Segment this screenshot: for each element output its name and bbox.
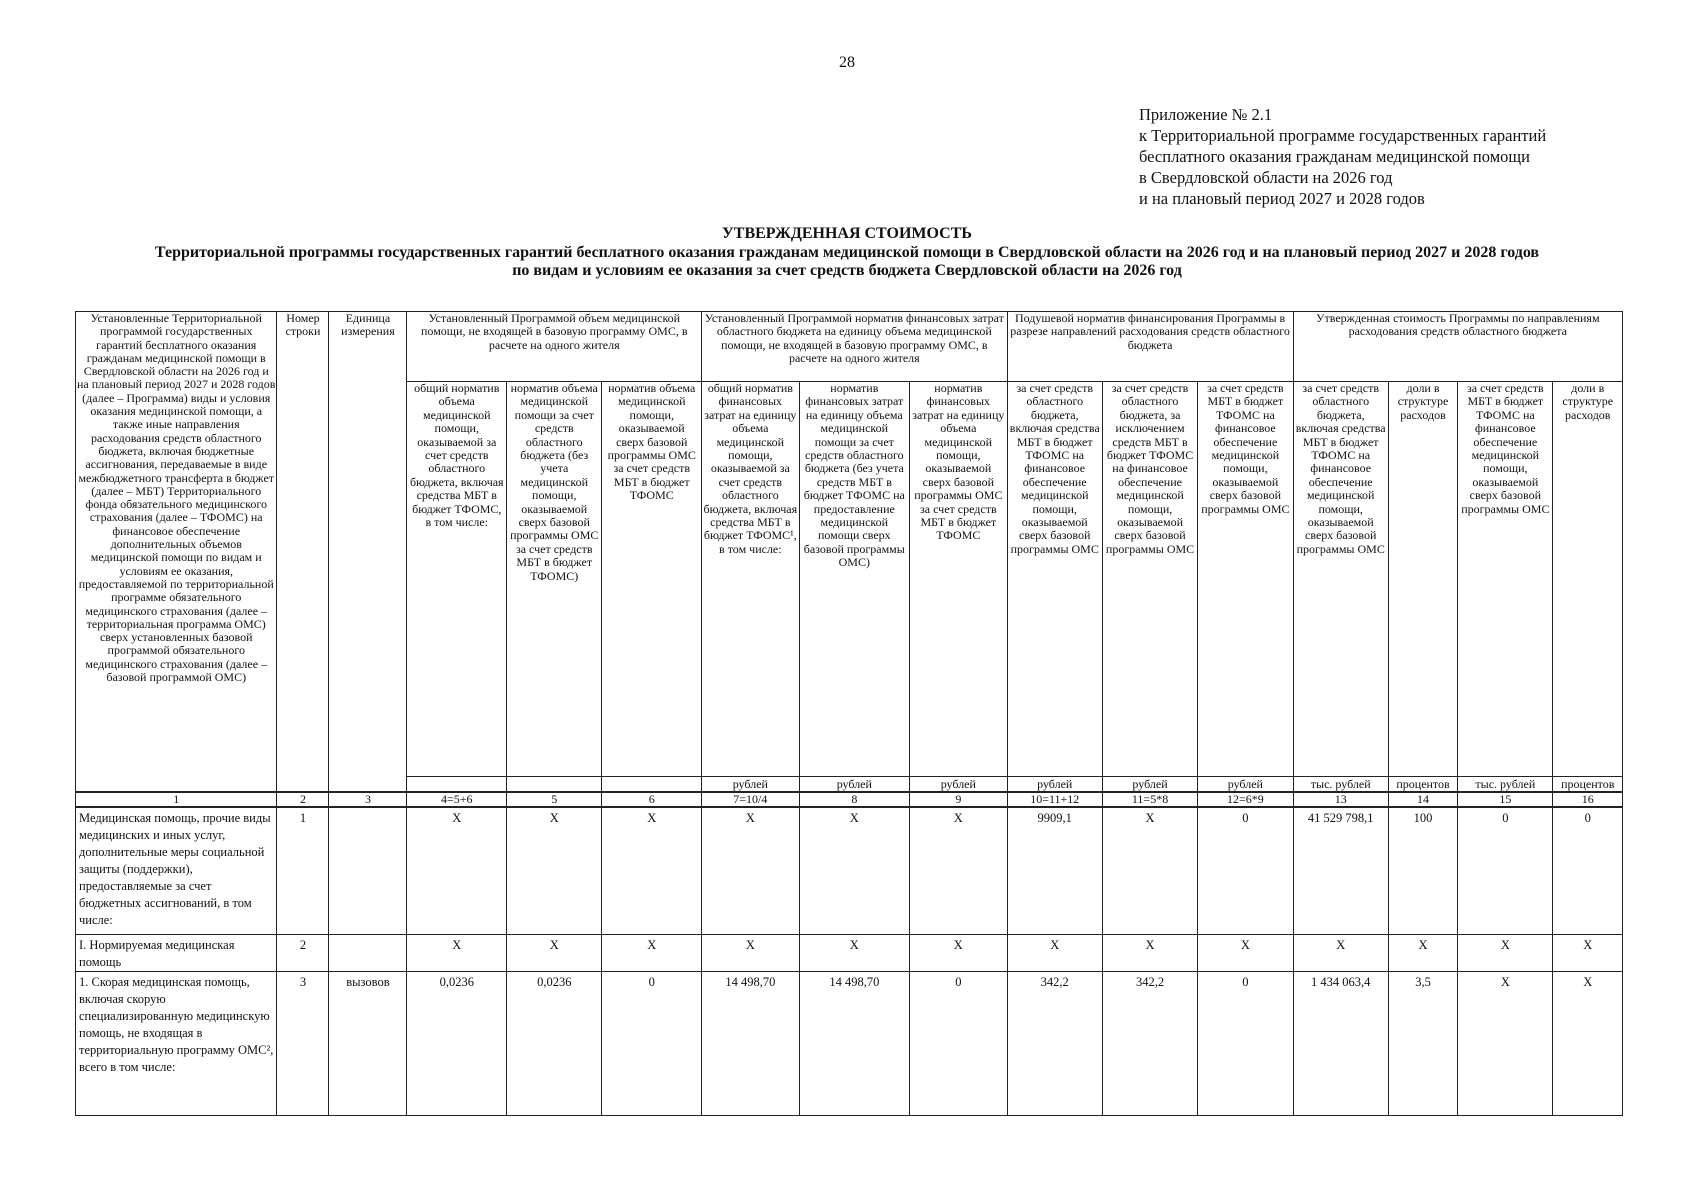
unit-cell: рублей <box>910 777 1008 792</box>
table-row <box>76 972 1623 1116</box>
header-sub-14: доли в структуре расходов <box>1388 382 1457 777</box>
row-cell: 100 <box>1388 807 1457 935</box>
column-number: 11=5*8 <box>1102 792 1197 807</box>
page-number: 28 <box>839 54 855 71</box>
column-number: 4=5+6 <box>407 792 507 807</box>
row-cell: 0 <box>602 972 702 1116</box>
column-number: 3 <box>329 792 407 807</box>
unit-cell: процентов <box>1553 777 1623 792</box>
header-group-per-capita: Подушевой норматив финансирования Программы в разрезе направлений расходования средств областного бюджета <box>1007 312 1293 382</box>
column-number: 8 <box>799 792 909 807</box>
row-cell: 9909,1 <box>1007 807 1102 935</box>
row-cell: 1 <box>277 807 329 935</box>
row-cell: X <box>910 807 1008 935</box>
column-number: 10=11+12 <box>1007 792 1102 807</box>
unit-cell <box>602 777 702 792</box>
header-sub-16: доли в структуре расходов <box>1553 382 1623 777</box>
header-sub-12: за счет средств МБТ в бюджет ТФОМС на финансовое обеспечение медицинской помощи, оказываемой сверх базовой программы ОМС <box>1198 382 1293 777</box>
row-cell: X <box>507 807 602 935</box>
table-row <box>76 935 1623 972</box>
row-cell: X <box>407 807 507 935</box>
column-number: 9 <box>910 792 1008 807</box>
header-col1: Установленные Территориальной программой государственных гарантий бесплатного оказания гражданам медицинской помощи в Свердловской области на 2026 год и на плановый период 2027 и 2028 годов (далее – Программа) виды и условия оказания медицинской помощи, а также иные направления расходования средств областного бюджета, включая бюджетные ассигнования, передаваемые в виде межбюджетного трансферта в бюджет (далее – МБТ) Территориального фонда обязательного медицинского страхования (далее – ТФОМС) на финансовое обеспечение дополнительных объемов медицинской помощи по видам и условиям ее оказания, предоставляемой по территориальной программе обязательного медицинского страхования (далее – территориальная программа ОМС) сверх установленных базовой программой обязательного медицинского страхования (далее – базовой программой ОМС) <box>76 312 277 792</box>
unit-cell <box>507 777 602 792</box>
row-cell: 0 <box>910 972 1008 1116</box>
row-cell: 14 498,70 <box>702 972 799 1116</box>
header-group-cost-norm: Установленный Программой норматив финансовых затрат областного бюджета на единицу объема медицинской помощи, не входящей в базовую программу ОМС, в расчете на одного жителя <box>702 312 1007 382</box>
cost-table-wrapper <box>75 311 1623 1116</box>
row-cell: 342,2 <box>1007 972 1102 1116</box>
column-number: 12=6*9 <box>1198 792 1293 807</box>
document-title <box>0 225 1694 281</box>
row-cell: 3 <box>277 972 329 1116</box>
title-heading: УТВЕРЖДЕННАЯ СТОИМОСТЬ <box>722 225 972 242</box>
appendix-block <box>1139 104 1546 209</box>
header-group-volume: Установленный Программой объем медицинской помощи, не входящей в базовую программу ОМС, в расчете на одного жителя <box>407 312 702 382</box>
row-cell: X <box>1553 972 1623 1116</box>
header-sub-6: норматив объема медицинской помощи, оказываемой сверх базовой программы ОМС за счет средств МБТ в бюджет ТФОМС <box>602 382 702 777</box>
unit-cell: тыс. рублей <box>1293 777 1388 792</box>
unit-cell: рублей <box>1198 777 1293 792</box>
row-cell: X <box>1388 935 1457 972</box>
row-cell: X <box>1293 935 1388 972</box>
column-number: 2 <box>277 792 329 807</box>
header-sub-7: общий норматив финансовых затрат на единицу объема медицинской помощи, оказываемой за счет средств областного бюджета, включая средства МБТ в бюджет ТФОМС¹, в том числе: <box>702 382 799 777</box>
row-cell: X <box>602 935 702 972</box>
row-cell: X <box>1198 935 1293 972</box>
unit-cell: рублей <box>799 777 909 792</box>
row-label: I. Нормируемая медицинская помощь <box>76 935 277 972</box>
unit-cell: процентов <box>1388 777 1457 792</box>
row-cell: 3,5 <box>1388 972 1457 1116</box>
appendix-line: и на плановый период 2027 и 2028 годов <box>1139 189 1425 208</box>
row-cell <box>329 807 407 935</box>
appendix-line: к Территориальной программе государственных гарантий <box>1139 126 1547 145</box>
row-cell: 0 <box>1198 972 1293 1116</box>
row-cell: 0,0236 <box>407 972 507 1116</box>
row-cell: X <box>1102 935 1197 972</box>
appendix-line: бесплатного оказания гражданам медицинской помощи <box>1139 147 1530 166</box>
row-cell: X <box>702 935 799 972</box>
row-cell: X <box>602 807 702 935</box>
row-cell: 14 498,70 <box>799 972 909 1116</box>
header-sub-10: за счет средств областного бюджета, включая средства МБТ в бюджет ТФОМС на финансовое обеспечение медицинской помощи, оказываемой сверх базовой программы ОМС <box>1007 382 1102 777</box>
row-cell <box>329 935 407 972</box>
column-number: 6 <box>602 792 702 807</box>
row-label: Медицинская помощь, прочие виды медицинских и иных услуг, дополнительные меры социальной защиты (поддержки), предоставляемые за счет бюджетных ассигнований, в том числе: <box>76 807 277 935</box>
header-sub-8: норматив финансовых затрат на единицу объема медицинской помощи за счет средств областного бюджета (без учета средств МБТ в бюджет ТФОМС на предоставление медицинской помощи сверх базовой программы ОМС) <box>799 382 909 777</box>
header-row-number: Номер строки <box>277 312 329 792</box>
unit-cell: рублей <box>1007 777 1102 792</box>
appendix-line: в Свердловской области на 2026 год <box>1139 168 1393 187</box>
row-cell: X <box>702 807 799 935</box>
unit-cell: рублей <box>702 777 799 792</box>
row-cell: 2 <box>277 935 329 972</box>
row-cell: X <box>1553 935 1623 972</box>
row-cell: 342,2 <box>1102 972 1197 1116</box>
unit-cell: рублей <box>1102 777 1197 792</box>
column-number: 16 <box>1553 792 1623 807</box>
row-cell: 41 529 798,1 <box>1293 807 1388 935</box>
column-number: 1 <box>76 792 277 807</box>
column-number: 7=10/4 <box>702 792 799 807</box>
row-cell: X <box>507 935 602 972</box>
header-sub-5: норматив объема медицинской помощи за счет средств областного бюджета (без учета медицинской помощи, оказываемой сверх базовой программы ОМС за счет средств МБТ в бюджет ТФОМС) <box>507 382 602 777</box>
row-cell: 0,0236 <box>507 972 602 1116</box>
column-number: 15 <box>1458 792 1553 807</box>
column-number: 14 <box>1388 792 1457 807</box>
row-cell: X <box>910 935 1008 972</box>
row-cell: X <box>1458 935 1553 972</box>
header-sub-15: за счет средств МБТ в бюджет ТФОМС на финансовое обеспечение медицинской помощи, оказываемой сверх базовой программы ОМС <box>1458 382 1553 777</box>
table-row <box>76 807 1623 935</box>
row-cell: 0 <box>1553 807 1623 935</box>
row-cell: 0 <box>1198 807 1293 935</box>
header-group-approved-cost: Утвержденная стоимость Программы по направлениям расходования средств областного бюджета <box>1293 312 1622 382</box>
header-sub-13: за счет средств областного бюджета, включая средства МБТ в бюджет ТФОМС на финансовое обеспечение медицинской помощи, оказываемой сверх базовой программы ОМС <box>1293 382 1388 777</box>
row-cell: 1 434 063,4 <box>1293 972 1388 1116</box>
column-number: 13 <box>1293 792 1388 807</box>
row-cell: 0 <box>1458 807 1553 935</box>
header-sub-11: за счет средств областного бюджета, за исключением средств МБТ в бюджет ТФОМС на финансовое обеспечение медицинской помощи, оказываемой сверх базовой программы ОМС <box>1102 382 1197 777</box>
unit-cell <box>407 777 507 792</box>
row-cell: X <box>1102 807 1197 935</box>
unit-cell: тыс. рублей <box>1458 777 1553 792</box>
title-line: по видам и условиям ее оказания за счет средств бюджета Свердловской области на 2026 год <box>512 262 1182 279</box>
header-sub-9: норматив финансовых затрат на единицу объема медицинской помощи, оказываемой сверх базовой программы ОМС за счет средств МБТ в бюджет ТФОМС <box>910 382 1008 777</box>
row-cell: X <box>799 807 909 935</box>
row-cell: вызовов <box>329 972 407 1116</box>
row-label: 1. Скорая медицинская помощь, включая скорую специализированную медицинскую помощь, не входящая в территориальную программу ОМС², всего в том числе: <box>76 972 277 1116</box>
header-unit: Единица измерения <box>329 312 407 792</box>
row-cell: X <box>1458 972 1553 1116</box>
cost-table <box>75 311 1623 1116</box>
header-sub-4: общий норматив объема медицинской помощи, оказываемой за счет средств областного бюджета, включая средства МБТ в бюджет ТФОМС, в том числе: <box>407 382 507 777</box>
row-cell: X <box>1007 935 1102 972</box>
column-number: 5 <box>507 792 602 807</box>
title-line: Территориальной программы государственных гарантий бесплатного оказания гражданам медицинской помощи в Свердловской области на 2026 год и на плановый период 2027 и 2028 годов <box>154 243 1540 261</box>
appendix-line: Приложение № 2.1 <box>1139 105 1273 124</box>
row-cell: X <box>407 935 507 972</box>
row-cell: X <box>799 935 909 972</box>
